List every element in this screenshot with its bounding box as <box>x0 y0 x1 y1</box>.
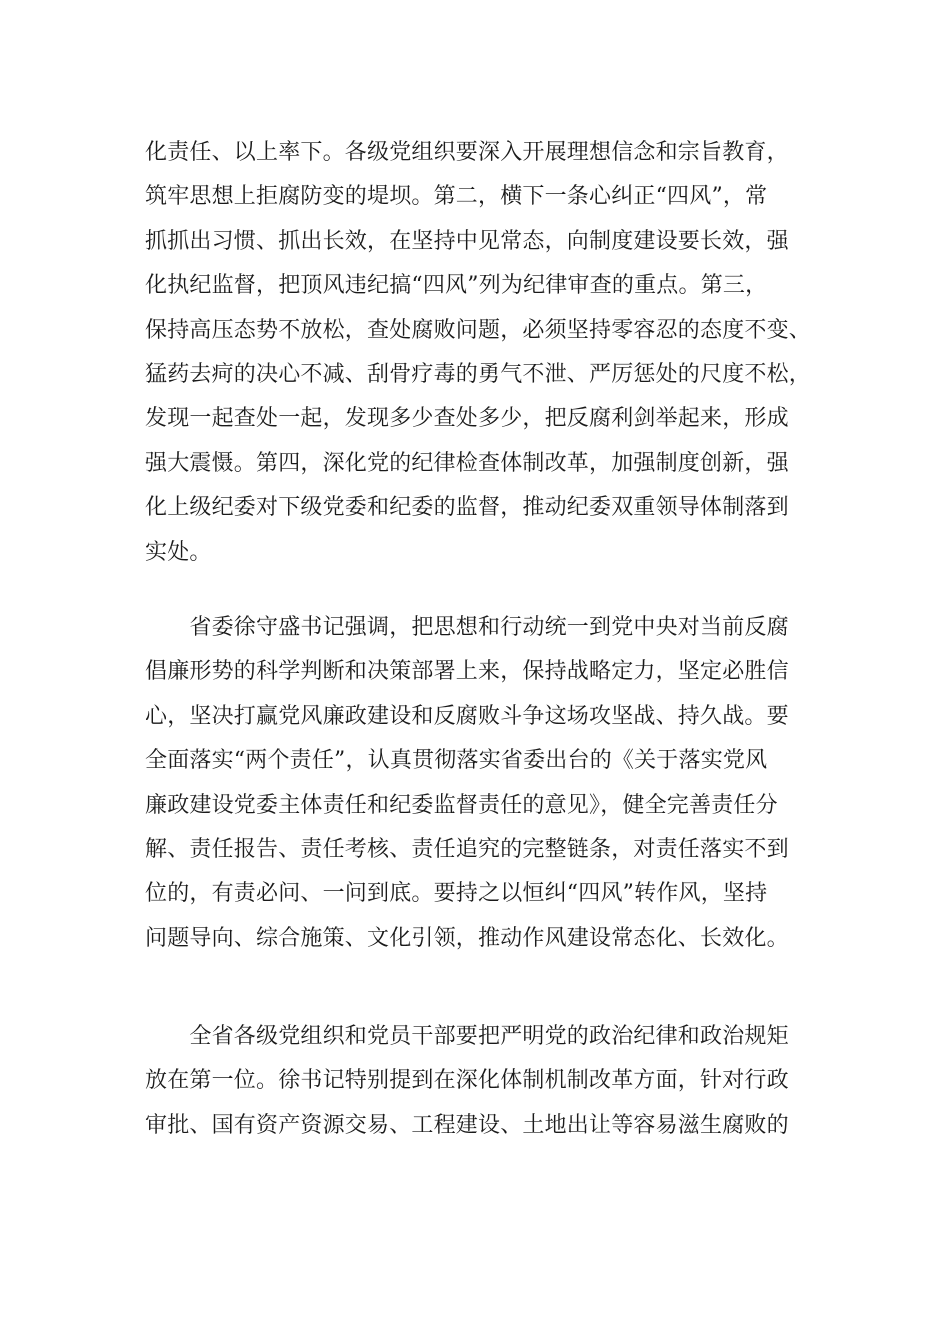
text-line: 位的，有责必问、一问到底。要持之以恒纠“四风”转作风，坚持 <box>145 881 768 907</box>
text-line: 实处。 <box>145 539 212 565</box>
paragraph-3 <box>145 1015 805 1148</box>
text-line: 廉政建设党委主体责任和纪委监督责任的意见》，健全完善责任分 <box>145 792 778 818</box>
text-line: 审批、国有资产资源交易、工程建设、土地出让等容易滋生腐败的 <box>145 1112 789 1138</box>
text-line: 化上级纪委对下级党委和纪委的监督，推动纪委双重领导体制落到 <box>145 495 789 521</box>
text-line: 化执纪监督，把顶风违纪搞“四风”列为纪律审查的重点。第三， <box>145 273 768 299</box>
text-line: 倡廉形势的科学判断和决策部署上来，保持战略定力，坚定必胜信 <box>145 659 789 685</box>
text-line: 抓抓出习惯、抓出长效，在坚持中见常态，向制度建设要长效，强 <box>145 228 789 254</box>
text-line: 强大震慑。第四，深化党的纪律检查体制改革，加强制度创新，强 <box>145 450 789 476</box>
text-line: 筑牢思想上拒腐防变的堤坝。第二，横下一条心纠正“四风”，常 <box>145 184 768 210</box>
text-line: 化责任、以上率下。各级党组织要深入开展理想信念和宗旨教育， <box>145 140 789 165</box>
text-line: 全省各级党组织和党员干部要把严明党的政治纪律和政治规矩 <box>145 1024 789 1049</box>
text-line: 保持高压态势不放松，查处腐败问题，必须坚持零容忍的态度不变、 <box>145 317 812 343</box>
text-line: 省委徐守盛书记强调，把思想和行动统一到党中央对当前反腐 <box>145 615 789 640</box>
text-line: 解、责任报告、责任考核、责任追究的完整链条，对责任落实不到 <box>145 836 789 862</box>
paragraph-2 <box>145 606 805 961</box>
text-line: 发现一起查处一起，发现多少查处多少，把反腐利剑举起来，形成 <box>145 406 789 432</box>
text-line: 猛药去疴的决心不减、刮骨疗毒的勇气不泄、严厉惩处的尺度不松， <box>145 361 812 387</box>
text-line: 问题导向、综合施策、文化引领，推动作风建设常态化、长效化。 <box>145 925 789 951</box>
text-line: 全面落实“两个责任”，认真贯彻落实省委出台的《关于落实党风 <box>145 748 768 774</box>
text-line: 心，坚决打赢党风廉政建设和反腐败斗争这场攻坚战、持久战。要 <box>145 703 789 729</box>
paragraph-1 <box>145 131 812 575</box>
text-line: 放在第一位。徐书记特别提到在深化体制机制改革方面，针对行政 <box>145 1068 789 1094</box>
